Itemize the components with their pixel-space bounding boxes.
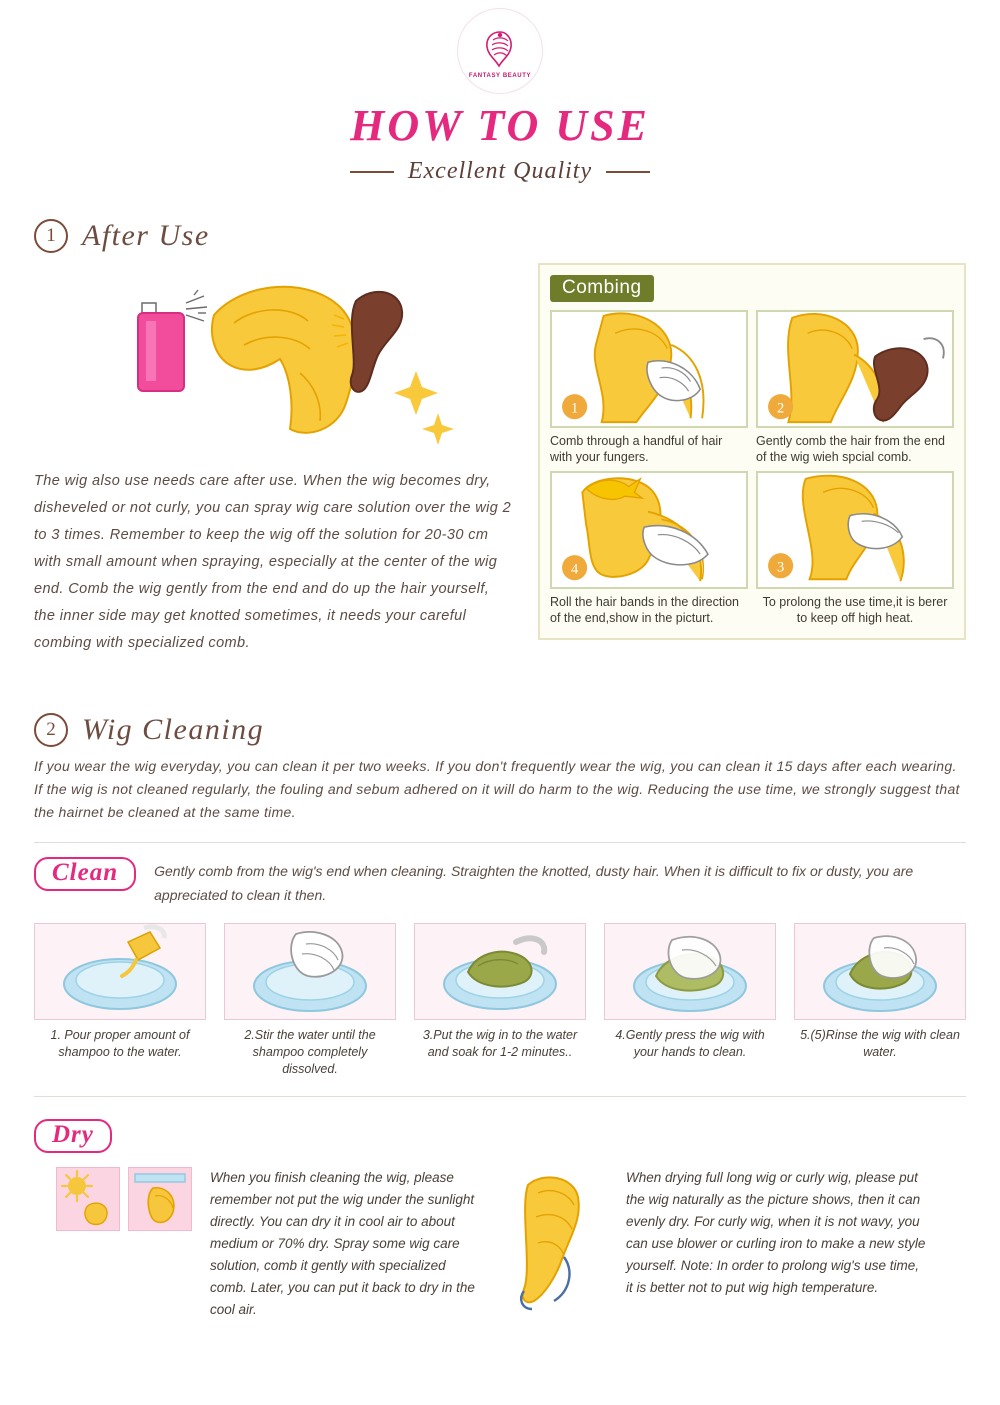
brand-logo <box>457 8 543 94</box>
subtitle-rule-right <box>606 171 650 173</box>
combing-step-caption: Roll the hair bands in the direction of the end,show in the picturt. <box>550 595 740 625</box>
page-title: HOW TO USE <box>350 101 650 150</box>
section-2-title: Wig Cleaning <box>82 713 265 746</box>
subtitle-rule-left <box>350 171 394 173</box>
combing-label: Combing <box>550 275 654 302</box>
dry-block <box>34 1119 966 1321</box>
svg-text:4: 4 <box>570 561 579 578</box>
clean-step-caption: 4.Gently press the wig with your hands to clean. <box>615 1028 765 1059</box>
svg-text:2: 2 <box>776 400 785 417</box>
subtitle-text: Excellent Quality <box>407 158 593 184</box>
section-1-heading <box>34 219 966 253</box>
clean-step <box>414 923 586 1078</box>
section-2-heading <box>34 713 966 747</box>
dry-tag: Dry <box>34 1119 112 1153</box>
combing-steps-grid <box>550 310 954 626</box>
after-use-paragraph: The wig also use needs care after use. When the wig becomes dry, disheveled or not curly, you can spray wig care solution over the wig 2 to 3 times. Remember to keep the wig off the solution for 20-30 cm with small amount when spraying, especially at the center of the wig end. Comb the wig gently from the end and do up the hair yourself, the inner side may get knotted sometimes, it needs your careful combing with specialized comb. <box>34 472 512 651</box>
clean-step <box>604 923 776 1078</box>
dry-icons <box>56 1167 192 1231</box>
clean-step-caption: 1. Pour proper amount of shampoo to the water. <box>50 1028 190 1059</box>
no-sunlight-icon <box>56 1167 120 1231</box>
clean-step <box>34 923 206 1078</box>
dry-text-left: When you finish cleaning the wig, please remember not put the wig under the sunlight directly. You can dry it in cool air to about medium or 70% dry. Spray some wig care solution, comb it gently with specialized comb. Later, you can put it back to dry in the cool air. <box>210 1170 475 1317</box>
combing-step-image-1 <box>550 310 748 428</box>
clean-intro: Gently comb from the wig's end when cleaning. Straighten the knotted, dusty hair. When it is difficult to fix or dusty, you are appreciated to clean it then. <box>154 863 914 903</box>
clean-tag: Clean <box>34 857 136 891</box>
divider-dry <box>34 1096 966 1097</box>
combing-step-image-4 <box>550 471 748 589</box>
combing-step <box>756 310 954 465</box>
combing-step-caption: To prolong the use time,it is berer to keep off high heat. <box>762 595 948 625</box>
svg-text:3: 3 <box>776 559 785 576</box>
dry-text-right: When drying full long wig or curly wig, please put the wig naturally as the picture shows, then it can evenly dry. For curly wig, when it is not wavy, you can use blower or curling iron to make a new style yourself. Note: In order to prolong wig's use time, it is better not to put wig high temperature. <box>626 1170 926 1295</box>
section-wig-cleaning <box>0 713 1000 1321</box>
clean-step-image-3 <box>414 923 586 1020</box>
logo-text: FANTASY BEAUTY <box>468 72 532 79</box>
combing-step-image-3 <box>756 471 954 589</box>
clean-step <box>224 923 396 1078</box>
section-1-number: 1 <box>34 219 68 253</box>
combing-step <box>550 310 748 465</box>
combing-panel <box>538 263 966 640</box>
clean-step-image-1 <box>34 923 206 1020</box>
clean-step-image-4 <box>604 923 776 1020</box>
section-2-number: 2 <box>34 713 68 747</box>
dry-wig-illustration <box>498 1167 608 1317</box>
cleaning-paragraph-1: If you wear the wig everyday, you can clean it per two weeks. If you don't frequently wear the wig, you can clean it 15 days after each wearing. <box>34 758 957 774</box>
cleaning-paragraph-2: If the wig is not cleaned regularly, the fouling and sebum adhered on it will do harm to the wig. Reducing the use time, we strongly suggest that the hairnet be cleaned at the same time. <box>34 781 960 820</box>
clean-step-image-2 <box>224 923 396 1020</box>
page-header <box>0 0 1000 185</box>
hanging-dry-icon <box>128 1167 192 1231</box>
combing-step-caption: Comb through a handful of hair with your fungers. <box>550 434 723 464</box>
combing-step <box>756 471 954 626</box>
clean-step-caption: 5.(5)Rinse the wig with clean water. <box>800 1028 960 1059</box>
clean-step-caption: 2.Stir the water until the shampoo completely dissolved. <box>244 1028 376 1076</box>
clean-step-image-5 <box>794 923 966 1020</box>
clean-steps-grid <box>34 923 966 1078</box>
divider-clean <box>34 842 966 843</box>
clean-block <box>34 857 966 1078</box>
svg-text:1: 1 <box>570 400 579 417</box>
page-subtitle <box>0 158 1000 185</box>
section-after-use <box>0 219 1000 671</box>
clean-step <box>794 923 966 1078</box>
logo-mark-icon <box>477 26 523 72</box>
cleaning-paragraphs <box>34 755 966 824</box>
spray-wig-illustration <box>94 263 514 453</box>
section-1-title: After Use <box>82 219 210 252</box>
clean-step-caption: 3.Put the wig in to the water and soak for 1-2 minutes.. <box>422 1028 578 1059</box>
combing-step <box>550 471 748 626</box>
combing-step-caption: Gently comb the hair from the end of the wig wieh spcial comb. <box>756 434 945 464</box>
combing-step-image-2 <box>756 310 954 428</box>
